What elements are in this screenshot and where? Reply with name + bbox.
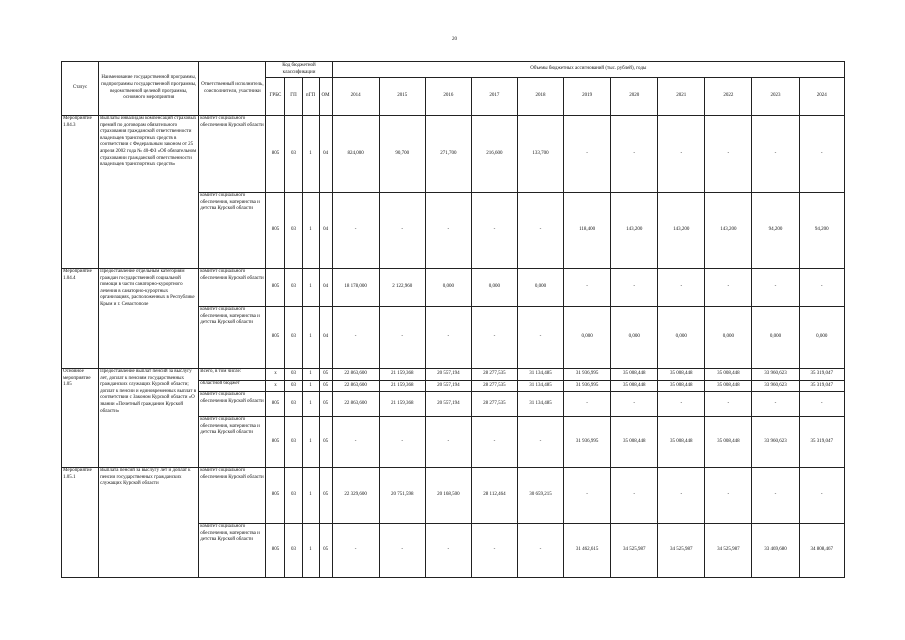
pgp-cell: 1 [302,193,319,269]
value-cell: 271,700 [425,116,471,193]
executor-cell: Всего, в том числе: [199,369,266,381]
value-cell: - [332,417,379,468]
value-cell: - [752,468,799,524]
executor-cell: комитет социального обеспечения Курской области [199,468,266,524]
value-cell: 143,200 [658,193,705,269]
value-cell: 35 008,448 [611,417,658,468]
value-cell: - [705,116,752,193]
value-cell: 21 159,368 [379,381,425,392]
value-cell: 35 008,448 [658,381,705,392]
value-cell: - [517,524,563,578]
header-code-col: пГП [302,78,319,116]
value-cell: 34 525,987 [658,524,705,578]
value-cell: 35 008,448 [658,369,705,381]
table-row [62,468,845,524]
value-cell: - [799,116,844,193]
status-cell: Мероприятие 1.04.3 [62,116,99,269]
value-cell: - [658,269,705,307]
value-cell: 35 319,047 [799,369,844,381]
table-row [62,116,845,193]
value-cell: 35 319,047 [799,417,844,468]
value-cell: 118,400 [564,193,611,269]
header-name: Наименование государственной программы, подпрограммы государственной программы, ведомственной целевой программы, основного мероприятия [99,62,199,116]
value-cell: 31 936,995 [564,369,611,381]
pgp-cell: 1 [302,524,319,578]
value-cell: 21 159,368 [379,369,425,381]
table-header [62,62,845,116]
grbs-cell: 805 [266,468,285,524]
om-cell: 04 [319,116,332,193]
grbs-cell: х [266,381,285,392]
value-cell: 22 863,600 [332,369,379,381]
value-cell: 20 557,194 [425,381,471,392]
header-year: 2015 [379,78,425,116]
om-cell: 05 [319,369,332,381]
value-cell: 0,000 [564,307,611,369]
value-cell: - [332,193,379,269]
value-cell: 33 960,623 [752,381,799,392]
program-name-cell: Выплата пенсий за выслугу лет и доплат к пенсии государственных гражданских служащих Курской области [99,468,199,578]
value-cell: - [517,193,563,269]
header-code-col: ОМ [319,78,332,116]
value-cell: 20 168,500 [425,468,471,524]
value-cell: - [425,193,471,269]
program-name-cell: Предоставление выплат пенсий за выслугу лет, доплат к пенсиям государственных гражданских служащих Курской области; доплат к пенсии и единовременных выплат в соответствии с Законом Курской области «О звании «Почетный гражданин Курской области» [99,369,199,468]
executor-cell: комитет социального обеспечения, материнства и детства Курской области [199,307,266,369]
pgp-cell: 1 [302,468,319,524]
value-cell: 94,200 [799,193,844,269]
value-cell: 28 112,464 [471,468,517,524]
pgp-cell: 1 [302,116,319,193]
header-code-col: ГРБС [266,78,285,116]
value-cell: - [471,307,517,369]
value-cell: 133,700 [517,116,563,193]
value-cell: 35 008,448 [705,381,752,392]
grbs-cell: х [266,369,285,381]
value-cell: 34 525,987 [705,524,752,578]
value-cell: 31 462,615 [564,524,611,578]
gp-cell: 03 [285,269,302,307]
value-cell: 33 960,623 [752,369,799,381]
value-cell: 22 863,600 [332,392,379,417]
value-cell: - [332,307,379,369]
value-cell: 28 277,535 [471,381,517,392]
header-year: 2017 [471,78,517,116]
value-cell: 28 277,535 [471,369,517,381]
om-cell: 05 [319,392,332,417]
header-year: 2016 [425,78,471,116]
value-cell: 28 277,535 [471,392,517,417]
value-cell: - [425,524,471,578]
value-cell: - [471,193,517,269]
om-cell: 04 [319,193,332,269]
grbs-cell: 805 [266,193,285,269]
value-cell: 31 134,485 [517,381,563,392]
value-cell: - [705,468,752,524]
value-cell: 20 751,598 [379,468,425,524]
value-cell: - [658,468,705,524]
header-volumes: Объемы бюджетных ассигнований (тыс. рублей), годы [332,62,844,78]
value-cell: 31 134,485 [517,369,563,381]
value-cell: 0,000 [658,307,705,369]
value-cell: - [705,392,752,417]
header-row [62,62,845,78]
value-cell: - [752,269,799,307]
value-cell: 0,000 [611,307,658,369]
value-cell: - [332,524,379,578]
value-cell: - [752,392,799,417]
budget-table-container [61,61,845,578]
value-cell: 34 525,987 [611,524,658,578]
om-cell: 05 [319,417,332,468]
pgp-cell: 1 [302,307,319,369]
header-year: 2018 [517,78,563,116]
value-cell: 0,000 [705,307,752,369]
executor-cell: комитет социального обеспечения Курской области [199,116,266,193]
value-cell: 0,000 [517,269,563,307]
header-year: 2023 [752,78,799,116]
executor-cell: областной бюджет [199,381,266,392]
pgp-cell: 1 [302,392,319,417]
value-cell: - [379,417,425,468]
value-cell: - [379,193,425,269]
gp-cell: 03 [285,116,302,193]
header-executor: Ответственный исполнитель, соисполнители, участники [199,62,266,116]
value-cell: 90,700 [379,116,425,193]
value-cell: - [379,307,425,369]
budget-table [61,61,845,578]
value-cell: - [471,524,517,578]
gp-cell: 03 [285,369,302,381]
om-cell: 05 [319,381,332,392]
value-cell: 33 960,623 [752,417,799,468]
om-cell: 05 [319,524,332,578]
grbs-cell: 805 [266,116,285,193]
grbs-cell: 805 [266,307,285,369]
grbs-cell: 805 [266,392,285,417]
value-cell: 35 008,448 [658,417,705,468]
value-cell: 21 159,368 [379,392,425,417]
value-cell: - [799,269,844,307]
value-cell: 20 557,194 [425,392,471,417]
header-year: 2022 [705,78,752,116]
header-year: 2020 [611,78,658,116]
table-row [62,269,845,307]
value-cell: 31 936,995 [564,417,611,468]
value-cell: - [564,269,611,307]
value-cell: 0,000 [799,307,844,369]
value-cell: - [564,468,611,524]
value-cell: - [517,417,563,468]
gp-cell: 03 [285,307,302,369]
value-cell: 22 329,600 [332,468,379,524]
value-cell: 30 659,215 [517,468,563,524]
value-cell: 18 178,000 [332,269,379,307]
executor-cell: комитет социального обеспечения Курской области [199,392,266,417]
program-name-cell: Предоставление отдельным категориям граждан государственной социальной помощи в части санаторно-курортного лечения в санаторно-курортных организациях, расположенных в Республике Крым и г. Севастополе [99,269,199,369]
value-cell: 35 008,448 [705,417,752,468]
value-cell: - [611,392,658,417]
om-cell: 04 [319,269,332,307]
header-status: Статус [62,62,99,116]
grbs-cell: 805 [266,417,285,468]
value-cell: - [799,468,844,524]
gp-cell: 03 [285,381,302,392]
value-cell: 2 122,960 [379,269,425,307]
program-name-cell: Выплаты инвалидам компенсаций страховых премий по договорам обязательного страхования гражданской ответственности владельцев транспортных средств в соответствии с Федеральным законом от 25 апреля 2002 года № 40-ФЗ «Об обязательном страховании гражданской ответственности владельцев транспортных средств» [99,116,199,269]
gp-cell: 03 [285,524,302,578]
gp-cell: 03 [285,417,302,468]
value-cell: 0,000 [471,269,517,307]
executor-cell: комитет социального обеспечения, материнства и детства Курской области [199,417,266,468]
header-year: 2014 [332,78,379,116]
value-cell: 824,000 [332,116,379,193]
value-cell: - [705,269,752,307]
status-cell: Основное мероприятие 1.05 [62,369,99,468]
pgp-cell: 1 [302,417,319,468]
value-cell: - [611,116,658,193]
header-year: 2019 [564,78,611,116]
pgp-cell: 1 [302,269,319,307]
om-cell: 04 [319,307,332,369]
value-cell: - [471,417,517,468]
value-cell: - [564,116,611,193]
grbs-cell: 805 [266,269,285,307]
header-budget-code: Код бюджетной классификации [266,62,332,78]
value-cell: 94,200 [752,193,799,269]
pgp-cell: 1 [302,369,319,381]
value-cell: 34 808,467 [799,524,844,578]
value-cell: - [379,524,425,578]
value-cell: 35 008,448 [611,369,658,381]
value-cell: 33 469,680 [752,524,799,578]
page-number: 20 [452,37,457,42]
value-cell: - [564,392,611,417]
value-cell: 143,200 [705,193,752,269]
header-year: 2024 [799,78,844,116]
grbs-cell: 805 [266,524,285,578]
pgp-cell: 1 [302,381,319,392]
gp-cell: 03 [285,392,302,417]
value-cell: - [658,392,705,417]
executor-cell: комитет социального обеспечения Курской области [199,269,266,307]
gp-cell: 03 [285,193,302,269]
status-cell: Мероприятие 1.05.1 [62,468,99,578]
value-cell: 35 008,448 [611,381,658,392]
value-cell: - [611,468,658,524]
value-cell: - [611,269,658,307]
header-code-col: ГП [285,78,302,116]
value-cell: - [425,307,471,369]
gp-cell: 03 [285,468,302,524]
header-year: 2021 [658,78,705,116]
value-cell: - [658,116,705,193]
value-cell: - [425,417,471,468]
status-cell: Мероприятие 1.04.4 [62,269,99,369]
value-cell: 143,200 [611,193,658,269]
value-cell: 35 319,047 [799,381,844,392]
value-cell: - [517,307,563,369]
value-cell: 35 008,448 [705,369,752,381]
om-cell: 05 [319,468,332,524]
value-cell: - [799,392,844,417]
executor-cell: комитет социального обеспечения, материнства и детства Курской области [199,524,266,578]
table-body [62,116,845,578]
value-cell: 31 134,485 [517,392,563,417]
value-cell: 22 863,600 [332,381,379,392]
value-cell: 0,000 [425,269,471,307]
value-cell: 20 557,194 [425,369,471,381]
value-cell: - [752,116,799,193]
table-row [62,369,845,381]
value-cell: 216,600 [471,116,517,193]
value-cell: 31 936,995 [564,381,611,392]
executor-cell: комитет социального обеспечения, материнства и детства Курской области [199,193,266,269]
value-cell: 0,000 [752,307,799,369]
